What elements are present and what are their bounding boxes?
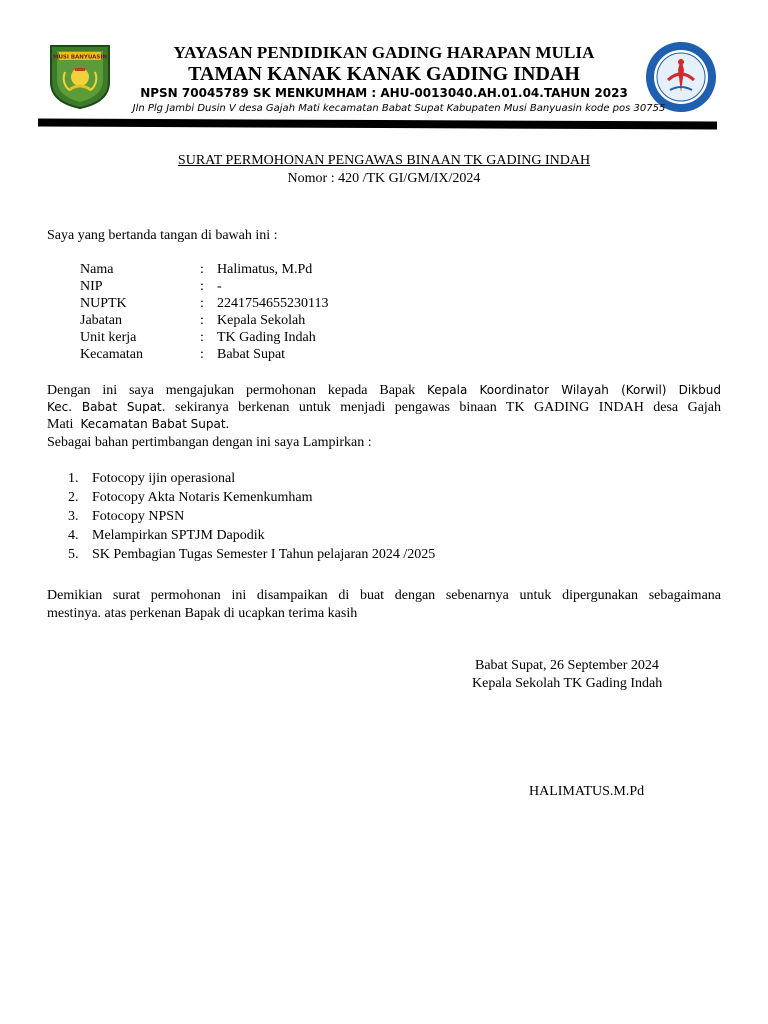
list-item: 2. Fotocopy Akta Notaris Kemenkumham <box>68 490 313 505</box>
field-label: Jabatan <box>80 313 122 328</box>
body-line-4: Sebagai bahan pertimbangan dengan ini saya Lampirkan : <box>47 435 372 450</box>
letter-number: Nomor : 420 /TK GI/GM/IX/2024 <box>287 171 481 186</box>
svg-text:MUSI BANYUASIN: MUSI BANYUASIN <box>52 54 108 61</box>
field-separator: : <box>200 313 204 328</box>
field-label: NIP <box>80 279 103 294</box>
body-line-3: Mati Kecamatan Babat Supat. <box>47 417 230 432</box>
field-value: - <box>217 279 222 294</box>
header-divider <box>38 119 717 130</box>
field-value: Babat Supat <box>217 347 286 362</box>
registration-line: NPSN 70045789 SK MENKUMHAM : AHU-0013040.AH.01.04.TAHUN 2023 <box>140 86 628 100</box>
school-address: Jln Plg Jambi Dusin V desa Gajah Mati kecamatan Babat Supat Kabupaten Musi Banyuasin kode pos 30755 <box>132 103 666 114</box>
field-label: Kecamatan <box>80 347 143 362</box>
field-label: Nama <box>80 262 114 277</box>
letter-title: SURAT PERMOHONAN PENGAWAS BINAAN TK GADING INDAH <box>177 153 591 168</box>
place-date: Babat Supat, 26 September 2024 <box>475 658 659 673</box>
field-label: Unit kerja <box>80 330 137 345</box>
list-item: 3. Fotocopy NPSN <box>68 509 185 524</box>
list-item: 5. SK Pembagian Tugas Semester I Tahun pelajaran 2024 /2025 <box>68 547 436 562</box>
body-line-1: Dengan ini saya mengajukan permohonan kepada Bapak Kepala Koordinator Wilayah (Korwil) Dikbud <box>47 383 721 398</box>
intro-line: Saya yang bertanda tangan di bawah ini : <box>47 228 278 243</box>
field-label: NUPTK <box>80 296 127 311</box>
field-separator: : <box>200 262 204 277</box>
list-item: 1. Fotocopy ijin operasional <box>68 471 236 486</box>
field-separator: : <box>200 296 204 311</box>
field-value: Kepala Sekolah <box>217 313 306 328</box>
body-line-2: Kec. Babat Supat. sekiranya berkenan untuk menjadi pengawas binaan TK GADING INDAH desa Gajah <box>47 400 722 415</box>
list-item: 4. Melampirkan SPTJM Dapodik <box>68 528 265 543</box>
field-value: 2241754655230113 <box>217 296 329 311</box>
closing-line-2: mestinya. atas perkenan Bapak di ucapkan terima kasih <box>47 606 358 621</box>
school-name: TAMAN KANAK KANAK GADING INDAH <box>188 63 580 85</box>
field-value: Halimatus, M.Pd <box>217 262 313 277</box>
foundation-name: YAYASAN PENDIDIKAN GADING HARAPAN MULIA <box>173 43 595 62</box>
field-separator: : <box>200 347 204 362</box>
field-value: TK Gading Indah <box>217 330 316 345</box>
field-separator: : <box>200 279 204 294</box>
closing-line-1: Demikian surat permohonan ini disampaikan di buat dengan sebenarnya untuk dipergunakan sebagaimana <box>47 588 721 603</box>
signer-name: HALIMATUS.M.Pd <box>529 784 645 799</box>
signer-role: Kepala Sekolah TK Gading Indah <box>472 676 663 691</box>
field-separator: : <box>200 330 204 345</box>
